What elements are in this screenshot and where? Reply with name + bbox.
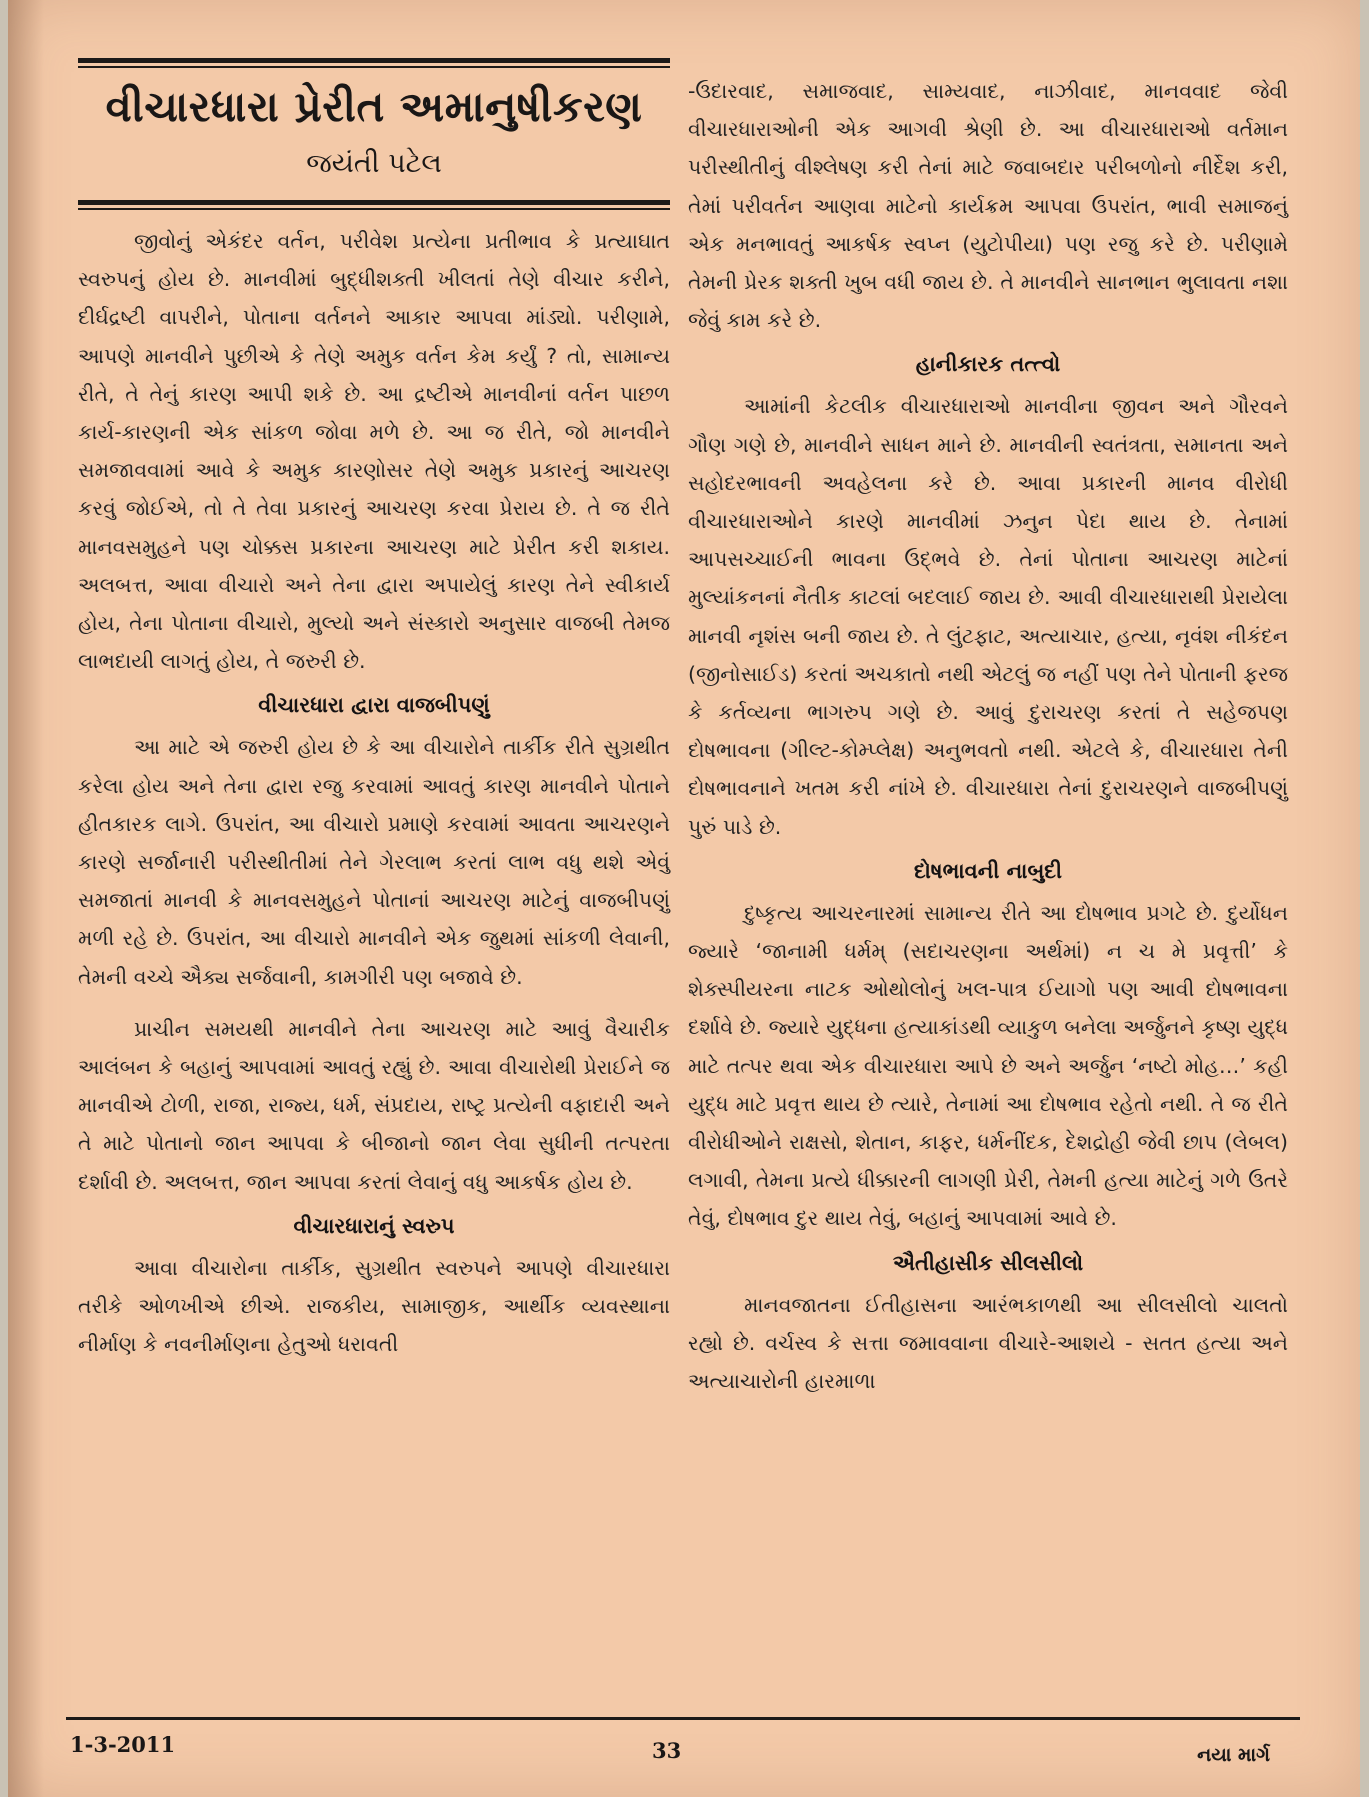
magazine-page (8, 0, 1360, 1797)
article-title: વીચારધારા પ્રેરીત અમાનુષીકરણ (105, 82, 643, 131)
paragraph: આવા વીચારોના તાર્કીક, સુગ્રથીત સ્વરુપને આપણે વીચારધારા તરીકે ઓળખીએ છીએ. રાજકીય, સામાજીક, આર્થીક વ્યવસ્થાના નીર્માણ કે નવનીર્માણના હેતુઓ ધરાવતી (78, 1255, 670, 1357)
paragraph-continued: -ઉદારવાદ, સમાજવાદ, સામ્યવાદ, નાઝીવાદ, માનવવાદ જેવી વીચારધારાઓની એક આગવી શ્રેણી છે. આ વીચારધારાઓ વર્તમાન પરીસ્થીતીનું વીશ્લેષણ કરી તેનાં માટે જવાબદાર પરીબળોનો નીર્દેશ કરી, તેમાં પરીવર્તન આણવા માટેનો કાર્યક્રમ આપવા ઉપરાંત, ભાવી સમાજનું એક મનભાવતું આકર્ષક સ્વપ્ન (યુટોપીયા) પણ રજુ કરે છે. પરીણામે તેમની પ્રેરક શક્તી ખુબ વધી જાય છે. તે માનવીને સાનભાન ભુલાવતા નશા જેવું કામ કરે છે. (688, 79, 1288, 333)
title-top-rule-thin (78, 66, 670, 68)
title-bottom-rule (78, 200, 670, 205)
section-heading-historical-sequence: ઐતીહાસીક સીલસીલો (892, 1250, 1084, 1275)
section-heading-justification: વીચારધારા દ્વારા વાજબીપણું (258, 693, 490, 718)
footer-rule (66, 1717, 1300, 1720)
footer-date: 1-3-2011 (70, 1732, 176, 1757)
title-top-rule (78, 58, 670, 63)
section-heading-guilt-removal: દોષભાવની નાબુદી (913, 858, 1063, 883)
paragraph: દુષ્કૃત્ય આચરનારમાં સામાન્ય રીતે આ દોષભાવ પ્રગટે છે. દુર્યોધન જ્યારે ‘જાનામી ધર્મમ્ (સદાચરણના અર્થમાં) ન ચ મે પ્રવૃત્તી’ કે શેક્સ્પીયરના નાટક ઓથોલોનું ખલ-પાત્ર ઈયાગો પણ આવી દોષભાવના દર્શાવે છે. જ્યારે યુદ્ધના હત્યાકાંડથી વ્યાકુળ બનેલા અર્જુનને કૃષ્ણ યુદ્ધ માટે તત્પર થવા એક વીચારધારા આપે છે અને અર્જુન ‘નષ્ટો મોહ…’ કહી યુદ્ધ માટે પ્રવૃત્ત થાય છે ત્યારે, તેનામાં આ દોષભાવ રહેતો નથી. તે જ રીતે વીરોધીઓને રાક્ષસો, શેતાન, કાફર, ધર્મનીંદક, દેશદ્રોહી જેવી છાપ (લેબલ) લગાવી, તેમના પ્રત્યે ધીક્કારની લાગણી પ્રેરી, તેમની હત્યા માટેનું ગળે ઉતરે તેવું, દોષભાવ દુર થાય તેવું, બહાનું આપવામાં આવે છે. (688, 900, 1288, 1231)
left-column (78, 58, 670, 1363)
paragraph: આમાંની કેટલીક વીચારધારાઓ માનવીના જીવન અને ગૌરવને ગૌણ ગણે છે, માનવીને સાધન માને છે. માનવીની સ્વતંત્રતા, સમાનતા અને સહોદરભાવની અવહેલના કરે છે. આવા પ્રકારની માનવ વીરોધી વીચારધારાઓને કારણે માનવીમાં ઝનુન પેદા થાય છે. તેનામાં આપસચ્ચાઈની ભાવના ઉદ્ભવે છે. તેનાં પોતાના આચરણ માટેનાં મુલ્યાંકનનાં નૈતીક કાટલાં બદલાઈ જાય છે. આવી વીચારધારાથી પ્રેરાયેલા માનવી નૃશંસ બની જાય છે. તે લુંટફાટ, અત્યાચાર, હત્યા, નૃવંશ નીકંદન (જીનોસાઈડ) કરતાં અચકાતો નથી એટલું જ નહીં પણ તેને પોતાની ફરજ કે કર્તવ્યના ભાગરુપ ગણે છે. આવું દુરાચરણ કરતાં તે સહેજપણ દોષભાવના (ગીલ્ટ-કોમ્પ્લેક્ષ) અનુભવતો નથી. એટલે કે, વીચારધારા તેની દોષભાવનાને ખતમ કરી નાંખે છે. વીચારધારા તેનાં દુરાચરણને વાજબીપણું પુરું પાડે છે. (688, 394, 1288, 839)
right-column (688, 72, 1288, 1400)
page-number: 33 (652, 1738, 682, 1763)
paragraph: માનવજાતના ઈતીહાસના આરંભકાળથી આ સીલસીલો ચાલતો રહ્યો છે. વર્ચસ્વ કે સત્તા જમાવવાના વીચારે-આશયે - સતત હત્યા અને અત્યાચારોની હારમાળા (688, 1292, 1288, 1394)
intro-paragraph: જીવોનું એકંદર વર્તન, પરીવેશ પ્રત્યેના પ્રતીભાવ કે પ્રત્યાઘાત સ્વરુપનું હોય છે. માનવીમાં બુદ્ધીશક્તી ખીલતાં તેણે વીચાર કરીને, દીર્ઘદ્રષ્ટી વાપરીને, પોતાના વર્તનને આકાર આપવા માંડ્યો. પરીણામે, આપણે માનવીને પુછીએ કે તેણે અમુક વર્તન કેમ કર્યું ? તો, સામાન્ય રીતે, તે તેનું કારણ આપી શકે છે. આ દ્રષ્ટીએ માનવીનાં વર્તન પાછળ કાર્ય-કારણની એક સાંકળ જોવા મળે છે. આ જ રીતે, જો માનવીને સમજાવવામાં આવે કે અમુક કારણોસર તેણે અમુક પ્રકારનું આચરણ કરવું જોઈએ, તો તે તેવા પ્રકારનું આચરણ કરવા પ્રેરાય છે. તે જ રીતે માનવસમુહને પણ ચોક્કસ પ્રકારના આચરણ માટે પ્રેરીત કરી શકાય. અલબત્ત, આવા વીચારો અને તેના દ્વારા અપાયેલું કારણ તેને સ્વીકાર્ય હોય, તેના પોતાના વીચારો, મુલ્યો અને સંસ્કારો અનુસાર વાજબી તેમજ લાભદાયી લાગતું હોય, તે જરુરી છે. (78, 229, 670, 674)
article-author: જયંતી પટેલ (306, 148, 442, 179)
paragraph: પ્રાચીન સમયથી માનવીને તેના આચરણ માટે આવું વૈચારીક આલંબન કે બહાનું આપવામાં આવતું રહ્યું છે. આવા વીચારોથી પ્રેરાઈને જ માનવીએ ટોળી, રાજા, રાજ્ય, ધર્મ, સંપ્રદાય, રાષ્ટ્ર પ્રત્યેની વફાદારી અને તે માટે પોતાનો જાન આપવા કે બીજાનો જાન લેવા સુધીની તત્પરતા દર્શાવી છે. અલબત્ત, જાન આપવા કરતાં લેવાનું વધુ આકર્ષક હોય છે. (78, 1016, 670, 1194)
section-heading-harmful-elements: હાનીકારક તત્ત્વો (915, 352, 1061, 377)
section-heading-nature: વીચારધારાનું સ્વરુપ (293, 1213, 455, 1238)
magazine-name: નયા માર્ગ (1197, 1744, 1270, 1766)
paragraph: આ માટે એ જરુરી હોય છે કે આ વીચારોને તાર્કીક રીતે સુગ્રથીત કરેલા હોય અને તેના દ્વારા રજુ કરવામાં આવતું કારણ માનવીને પોતાને હીતકારક લાગે. ઉપરાંત, આ વીચારો પ્રમાણે કરવામાં આવતા આચરણને કારણે સર્જાનારી પરીસ્થીતીમાં તેને ગેરલાભ કરતાં લાભ વધુ થશે એવું સમજાતાં માનવી કે માનવસમુહને પોતાનાં આચરણ માટેનું વાજબીપણું મળી રહે છે. ઉપરાંત, આ વીચારો માનવીને એક જુથમાં સાંકળી લેવાની, તેમની વચ્ચે ઐક્ય સર્જવાની, કામગીરી પણ બજાવે છે. (78, 735, 670, 989)
